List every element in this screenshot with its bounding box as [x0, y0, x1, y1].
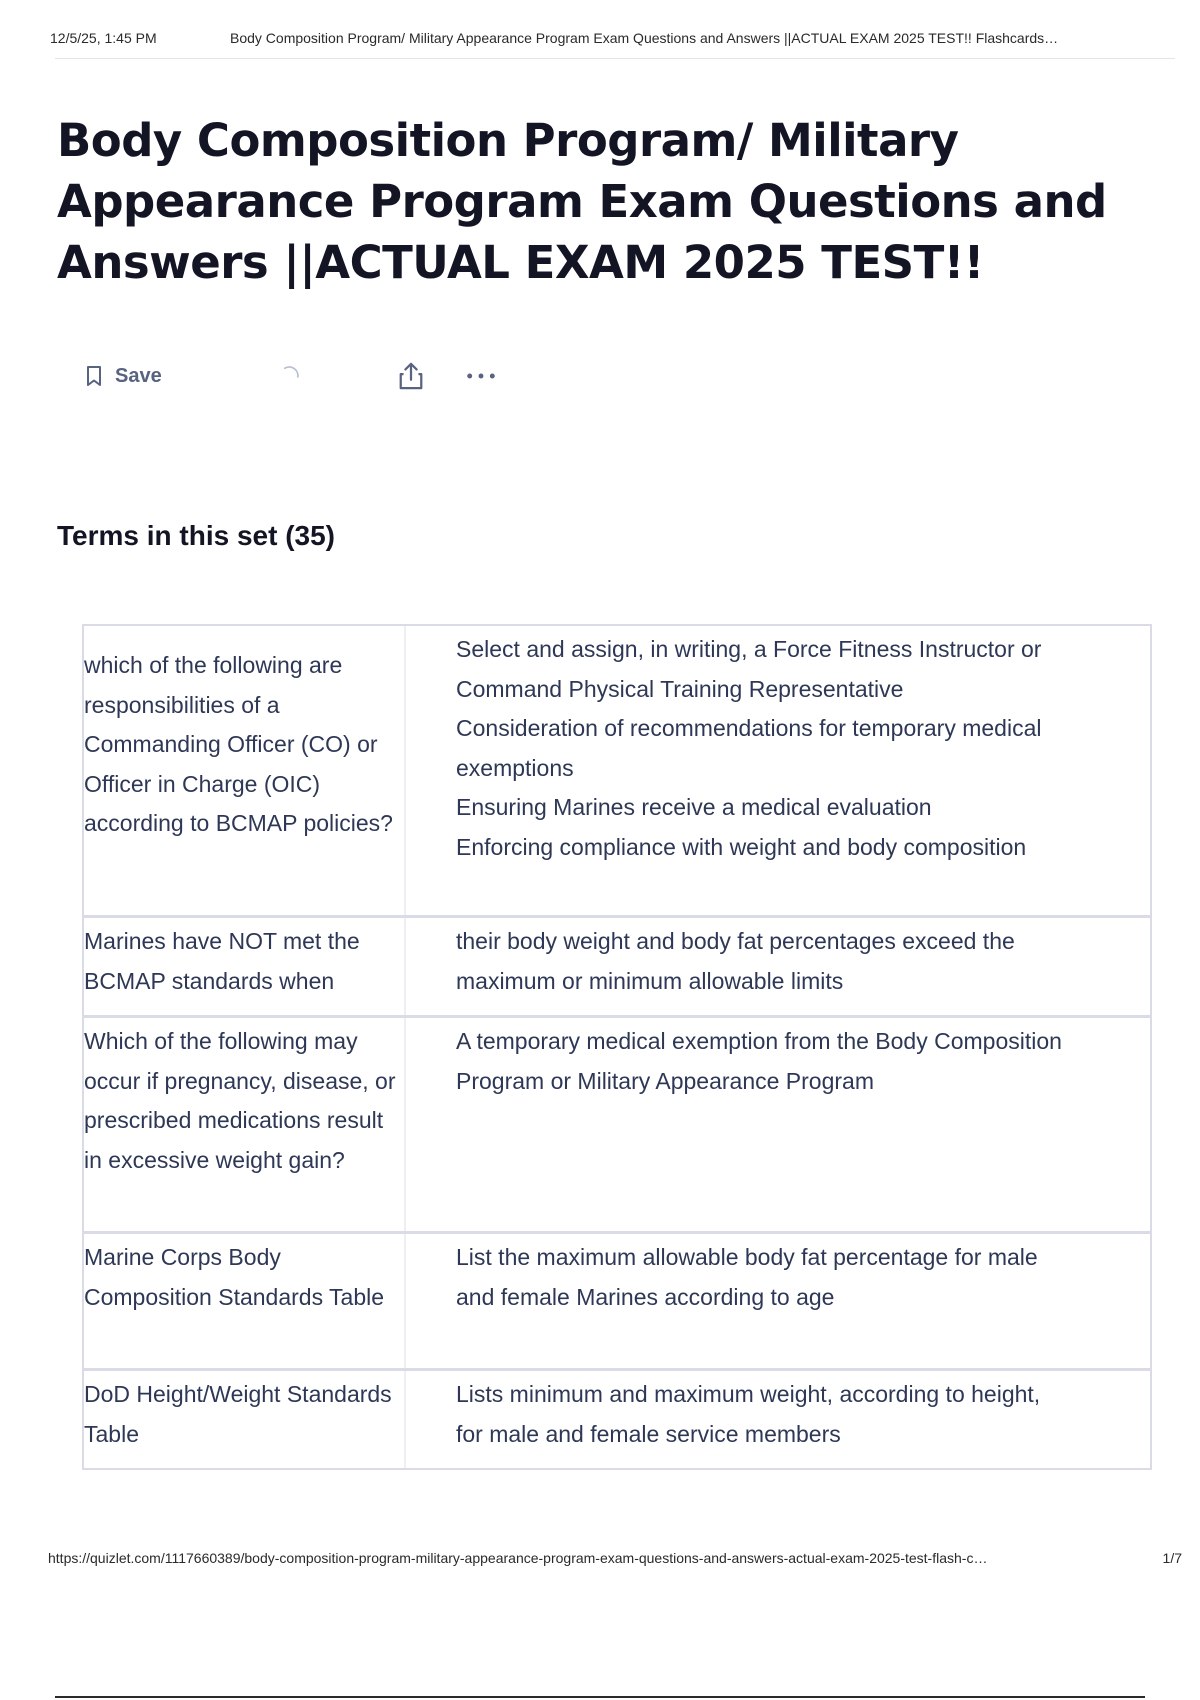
- header-divider: [55, 58, 1175, 59]
- more-options-icon: [465, 372, 497, 380]
- print-header: [50, 30, 1180, 46]
- set-toolbar: [85, 358, 505, 394]
- print-doc-title: Body Composition Program/ Military Appearance Program Exam Questions and Answers ||ACTUAL EXAM 2025 TEST!! Flashcards…: [230, 30, 1059, 46]
- term-row: [84, 626, 1150, 915]
- save-button[interactable]: [85, 358, 162, 394]
- loading-spinner-icon: [277, 358, 307, 394]
- print-datetime: 12/5/25, 1:45 PM: [50, 30, 157, 46]
- more-options-button[interactable]: [465, 358, 499, 394]
- term-text: Marine Corps Body Composition Standards Table: [84, 1234, 406, 1368]
- bookmark-icon: [85, 365, 103, 387]
- definition-text: List the maximum allowable body fat percentage for male and female Marines according to age: [456, 1244, 1038, 1310]
- definition-text: Select and assign, in writing, a Force Fitness Instructor or Command Physical Training Representative Consideration of recommendations for temporary medical exemptions Ensuring Marines receive a medical evaluation Enforcing compliance with weight and body composition: [456, 636, 1042, 860]
- term-text: which of the following are responsibilities of a Commanding Officer (CO) or Officer in Charge (OIC) according to BCMAP policies?: [84, 626, 406, 915]
- definition-text: Lists minimum and maximum weight, according to height, for male and female service members: [456, 1381, 1041, 1447]
- page-url: https://quizlet.com/1117660389/body-composition-program-military-appearance-program-exam-questions-and-answers-actual-exam-2025-test-flash-c…: [48, 1550, 988, 1566]
- term-text: Which of the following may occur if pregnancy, disease, or prescribed medications result in excessive weight gain?: [84, 1018, 406, 1231]
- page-title: Body Composition Program/ Military Appearance Program Exam Questions and Answers ||ACTUAL EXAM 2025 TEST!!: [57, 114, 1107, 289]
- bottom-divider: [55, 1696, 1145, 1698]
- terms-table: [82, 624, 1152, 1470]
- term-row: [84, 1231, 1150, 1368]
- share-icon: [397, 361, 425, 391]
- share-button[interactable]: [397, 358, 429, 394]
- print-footer: [48, 1550, 1182, 1566]
- save-label: Save: [115, 364, 162, 387]
- term-text: Marines have NOT met the BCMAP standards when: [84, 918, 406, 1015]
- terms-heading: Terms in this set (35): [57, 520, 336, 551]
- term-text: DoD Height/Weight Standards Table: [84, 1371, 406, 1468]
- page-number: 1/7: [1162, 1550, 1182, 1566]
- definition-text: A temporary medical exemption from the Body Composition Program or Military Appearance Program: [456, 1028, 1062, 1094]
- term-row: [84, 915, 1150, 1015]
- definition-text: their body weight and body fat percentages exceed the maximum or minimum allowable limits: [456, 928, 1015, 994]
- term-row: [84, 1015, 1150, 1231]
- term-row: [84, 1368, 1150, 1468]
